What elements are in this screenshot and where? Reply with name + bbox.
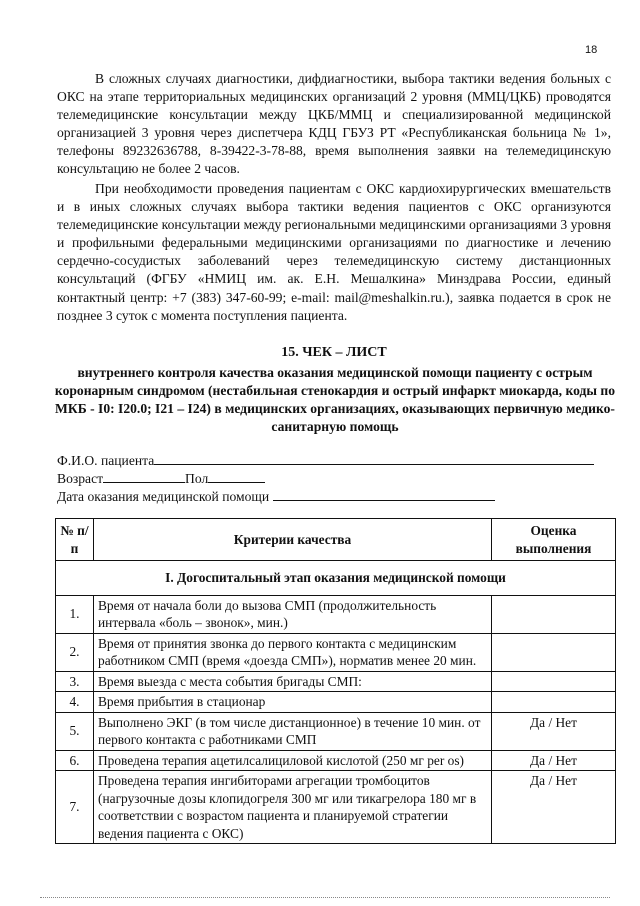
row-criterion: Время прибытия в стационар	[94, 692, 492, 713]
row-score[interactable]	[492, 595, 616, 633]
sex-field[interactable]	[208, 469, 265, 483]
sex-label: Пол	[185, 471, 209, 486]
row-score[interactable]: Да / Нет	[492, 750, 616, 771]
row-num: 4.	[56, 692, 94, 713]
row-criterion: Время выезда с места события бригады СМП:	[94, 671, 492, 692]
row-num: 1.	[56, 595, 94, 633]
age-sex-line	[57, 469, 265, 488]
patient-name-field[interactable]	[154, 451, 594, 465]
checklist-table	[55, 518, 616, 844]
paragraph-telemedicine-federal: При необходимости проведения пациентам с ОКС кардиохирургических вмешательств и в иных сложных случаях выбора тактики ведения пациентов с ОКС организуются телемедицинские консультации между региональными медицинскими организациями 3 уровня и профильными федеральными медицинскими организациями по диагностике и лечению сердечно-сосудистых заболеваний через телемедицинскую систему дистанционных консультаций (ФГБУ «НМИЦ им. ак. Е.Н. Мешалкина» Минздрава России, единый контактный центр: +7 (383) 347-60-99; e-mail: mail@meshalkin.ru.), заявка подается в срок не позднее 3 суток с момента поступления пациента.	[57, 181, 611, 323]
table-row	[56, 771, 616, 844]
row-criterion: Выполнено ЭКГ (в том числе дистанционное) в течение 10 мин. от первого контакта с работниками СМП	[94, 712, 492, 750]
patient-name-line	[57, 451, 594, 470]
row-score[interactable]: Да / Нет	[492, 712, 616, 750]
row-num: 3.	[56, 671, 94, 692]
row-criterion: Проведена терапия ацетилсалициловой кислотой (250 мг per os)	[94, 750, 492, 771]
table-row	[56, 671, 616, 692]
table-row	[56, 595, 616, 633]
row-num: 5.	[56, 712, 94, 750]
row-score[interactable]: Да / Нет	[492, 771, 616, 844]
table-row	[56, 633, 616, 671]
patient-name-label: Ф.И.О. пациента	[57, 453, 155, 468]
page-number: 18	[585, 44, 598, 56]
age-field[interactable]	[103, 469, 185, 483]
row-criterion: Время от начала боли до вызова СМП (продолжительность интервала «боль – звонок», мин.)	[94, 595, 492, 633]
section-subtitle: внутреннего контроля качества оказания медицинской помощи пациенту с острым коронарным синдромом (нестабильная стенокардия и острый инфаркт миокарда, коды по МКБ - I0: I20.0; I21 – I24) в медицинских организациях, оказывающих первичную медико-санитарную помощь	[54, 365, 616, 435]
date-label: Дата оказания медицинской помощи	[57, 489, 270, 504]
age-label: Возраст	[57, 471, 104, 486]
paragraph-telemedicine-regional: В сложных случаях диагностики, дифдиагностики, выбора тактики ведения больных с ОКС на этапе территориальных медицинских организаций 2 уровня (ММЦ/ЦКБ) проводятся телемедицинские консультации между ЦКБ/ММЦ и специализированной медицинской организацией 3 уровня через диспетчера КДЦ ГБУЗ РТ «Республиканская больница № 1», телефоны 89232636788, 8-39422-3-78-88, время выполнения заявки на телемедицинскую консультацию не более 2 часов.	[57, 71, 611, 177]
row-score[interactable]	[492, 692, 616, 713]
table-row	[56, 712, 616, 750]
row-criterion: Время от принятия звонка до первого контакта с медицинским работником СМП (время «доезда СМП»), норматив менее 20 мин.	[94, 633, 492, 671]
row-num: 2.	[56, 633, 94, 671]
row-score[interactable]	[492, 633, 616, 671]
section-title: 15. ЧЕК – ЛИСТ	[281, 345, 387, 360]
date-field[interactable]	[273, 487, 495, 501]
row-score[interactable]	[492, 671, 616, 692]
header-num: № п/п	[56, 519, 94, 561]
row-num: 7.	[56, 771, 94, 844]
row-num: 6.	[56, 750, 94, 771]
row-criterion: Проведена терапия ингибиторами агрегации тромбоцитов (нагрузочные дозы клопидогреля 300 мг или тикагрелора 180 мг в соответствии с возрастом пациента и планируемой стратегии ведения пациента с ОКС)	[94, 771, 492, 844]
header-criteria: Критерии качества	[94, 519, 492, 561]
section-row-label: I. Догоспитальный этап оказания медицинской помощи	[56, 561, 616, 596]
table-row	[56, 692, 616, 713]
table-row	[56, 750, 616, 771]
page-bottom-divider	[40, 897, 610, 898]
date-line	[57, 487, 495, 506]
section-row	[56, 561, 616, 596]
table-header-row	[56, 519, 616, 561]
header-score: Оценка выполнения	[492, 519, 616, 561]
